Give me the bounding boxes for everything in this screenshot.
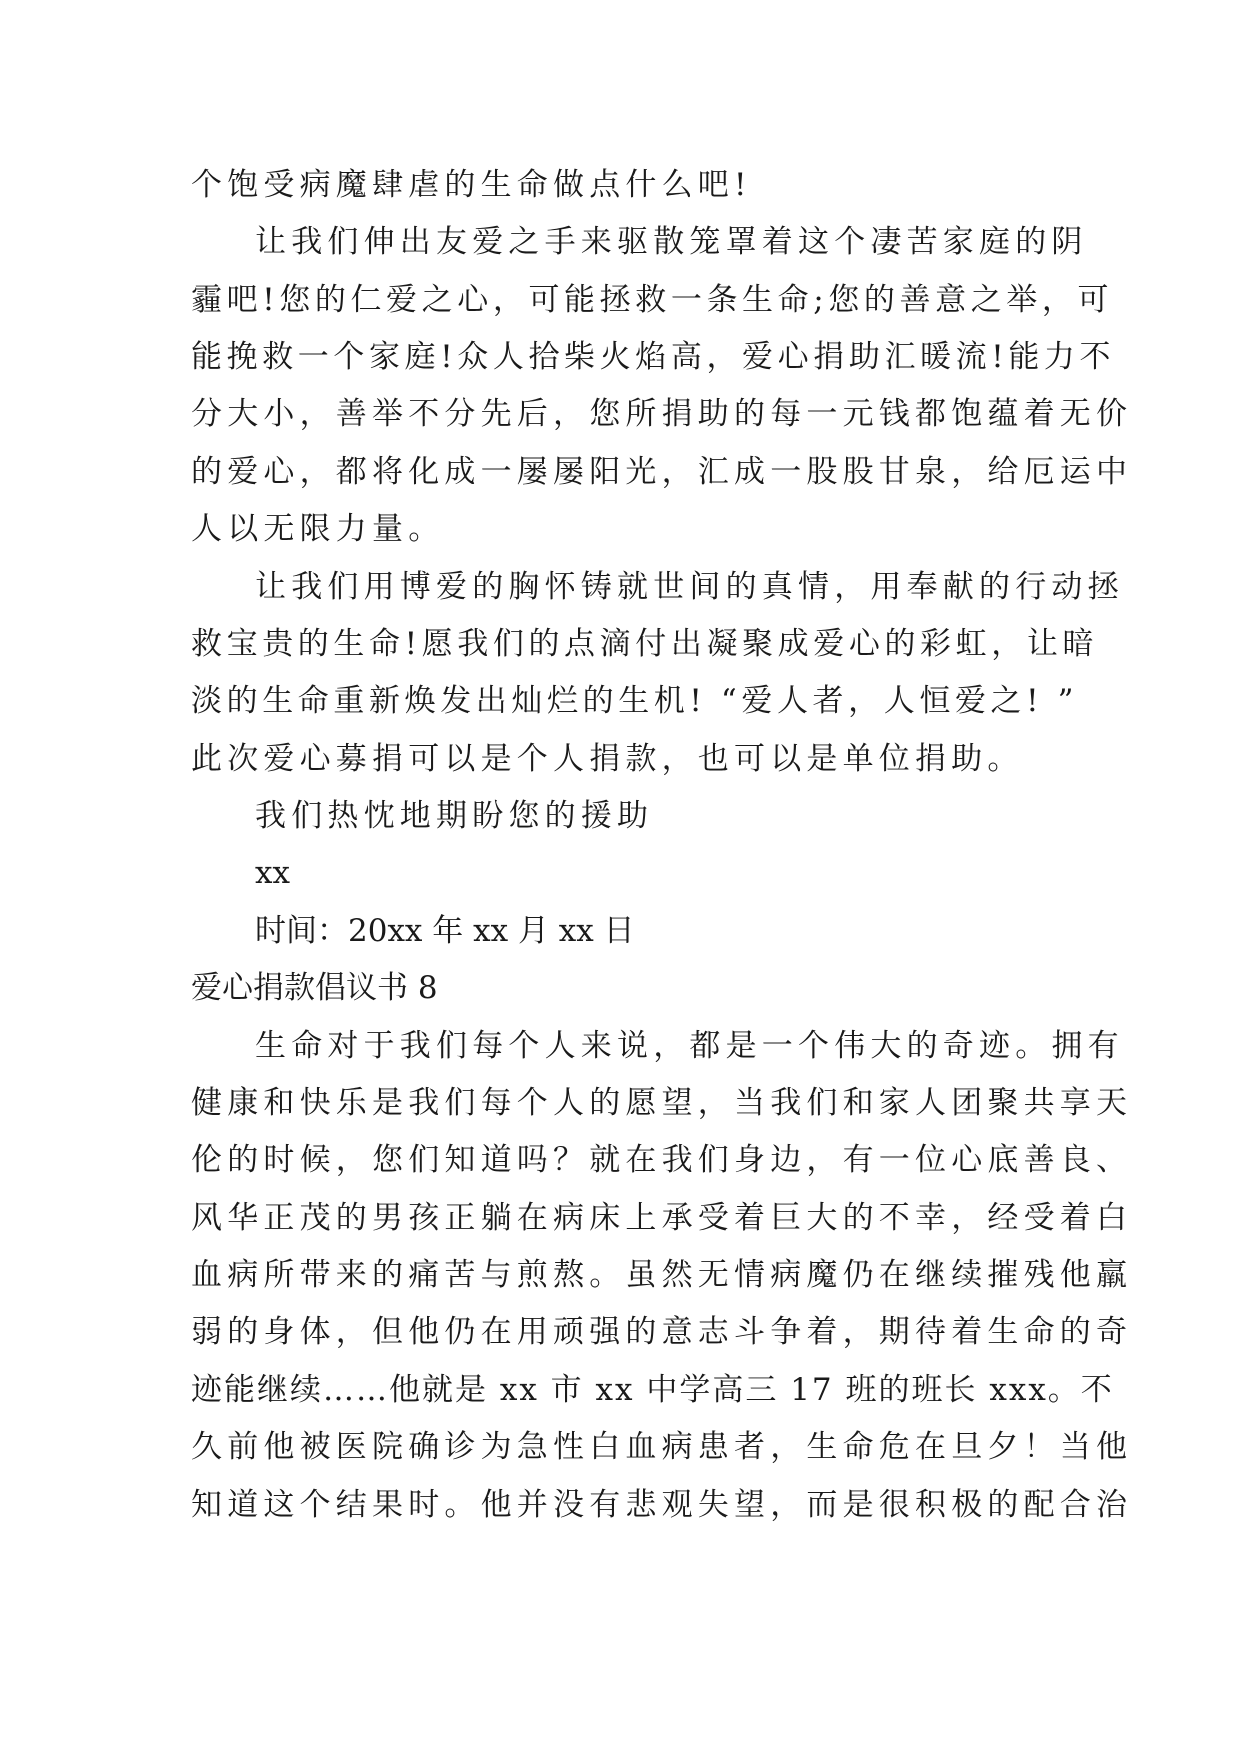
text-line: 的爱心，都将化成一屡屡阳光，汇成一股股甘泉，给厄运中 <box>191 454 1133 490</box>
text-line: 人以无限力量。 <box>191 511 445 547</box>
text-line: 知道这个结果时。他并没有悲观失望，而是很积极的配合治 <box>191 1487 1133 1523</box>
text-line: 救宝贵的生命!愿我们的点滴付出凝聚成爱心的彩虹，让暗 <box>191 626 1099 662</box>
section-heading: 爱心捐款倡议书 8 <box>191 970 438 1006</box>
text-line: 伦的时候，您们知道吗？就在我们身边，有一位心底善良、 <box>191 1142 1133 1178</box>
text-line: 让我们伸出友爱之手来驱散笼罩着这个凄苦家庭的阴 <box>255 224 1088 260</box>
text-line: 我们热忱地期盼您的援助 <box>255 798 654 834</box>
text-line: 弱的身体，但他仍在用顽强的意志斗争着，期待着生命的奇 <box>191 1314 1133 1350</box>
text-line: 血病所带来的痛苦与煎熬。虽然无情病魔仍在继续摧残他羸 <box>191 1257 1133 1293</box>
text-line: 分大小，善举不分先后，您所捐助的每一元钱都饱蕴着无价 <box>191 396 1133 432</box>
text-line: 个饱受病魔肆虐的生命做点什么吧! <box>191 167 752 203</box>
text-line: 迹能继续……他就是 xx 市 xx 中学高三 17 班的班长 xxx。不 <box>191 1372 1114 1408</box>
text-line: 霾吧!您的仁爱之心，可能拯救一条生命;您的善意之举，可 <box>191 282 1114 318</box>
text-line: 风华正茂的男孩正躺在病床上承受着巨大的不幸，经受着白 <box>191 1200 1133 1236</box>
text-line: 久前他被医院确诊为急性白血病患者，生命危在旦夕！当他 <box>191 1429 1133 1465</box>
text-line: 健康和快乐是我们每个人的愿望，当我们和家人团聚共享天 <box>191 1085 1133 1121</box>
text-line: 生命对于我们每个人来说，都是一个伟大的奇迹。拥有 <box>255 1028 1124 1064</box>
signature-line: xx <box>255 855 290 891</box>
text-line: 让我们用博爱的胸怀铸就世间的真情，用奉献的行动拯 <box>255 569 1124 605</box>
text-line: 能挽救一个家庭!众人拾柴火焰高，爱心捐助汇暖流!能力不 <box>191 339 1116 375</box>
date-line: 时间：20xx 年 xx 月 xx 日 <box>255 913 635 949</box>
text-line: 淡的生命重新焕发出灿烂的生机! “爱人者，人恒爱之! ” <box>191 683 1079 719</box>
text-line: 此次爱心募捐可以是个人捐款，也可以是单位捐助。 <box>191 741 1024 777</box>
